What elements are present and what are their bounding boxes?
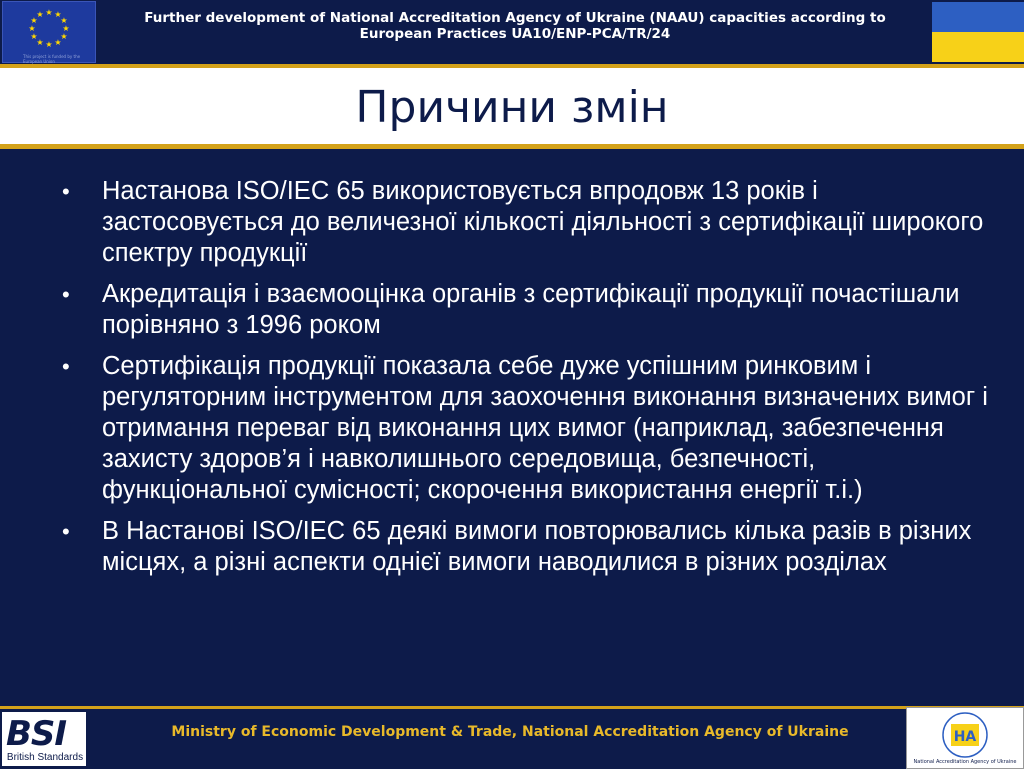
- svg-text:★: ★: [54, 38, 62, 47]
- svg-text:★: ★: [60, 16, 68, 25]
- naau-logo: [906, 707, 1024, 769]
- bullet-list: [60, 176, 995, 588]
- eu-flag-logo: [2, 1, 96, 63]
- svg-text:★: ★: [30, 16, 38, 25]
- bullet-item-2: [60, 279, 995, 341]
- project-title: [110, 10, 920, 42]
- svg-text:★: ★: [36, 10, 44, 19]
- bsi-logo: [2, 712, 86, 766]
- bullet-item-4: [60, 516, 995, 578]
- title-divider: [0, 144, 1024, 149]
- ukraine-flag-yellow-stripe: [932, 32, 1024, 62]
- header-bar: [0, 0, 1024, 66]
- svg-text:★: ★: [45, 40, 53, 49]
- bullet-dot-icon: •: [62, 354, 70, 379]
- bullet-text: Акредитація і взаємооцінка органів з сертифікації продукції почастішали порівняно з 1996 роком: [102, 280, 960, 339]
- project-title-line2: European Practices UA10/ENP-PCA/TR/24: [359, 26, 671, 42]
- bullet-dot-icon: •: [62, 519, 70, 544]
- project-title-line1: Further development of National Accreditation Agency of Ukraine (NAAU) capacities according to: [144, 10, 886, 26]
- bullet-item-3: [60, 351, 995, 506]
- svg-text:★: ★: [45, 8, 53, 17]
- bullet-dot-icon: •: [62, 179, 70, 204]
- naau-monogram: НА: [953, 729, 977, 745]
- eu-flag-caption: This project is funded by the European Union: [23, 54, 81, 64]
- footer-organization-text: Ministry of Economic Development & Trade, National Accreditation Agency of Ukraine: [171, 724, 849, 740]
- bsi-label: British Standards: [6, 752, 84, 763]
- bullet-item-1: [60, 176, 995, 269]
- svg-text:★: ★: [54, 10, 62, 19]
- svg-text:★: ★: [60, 32, 68, 41]
- svg-text:★: ★: [62, 24, 70, 33]
- slide-title: Причини змін: [355, 82, 669, 133]
- bsi-mark: BSI: [6, 714, 67, 754]
- ukraine-flag-logo: [932, 2, 1024, 62]
- bullet-text: В Настанові ISO/IEC 65 деякі вимоги повторювались кілька разів в різних місцях, а різні аспекти однієї вимоги наводилися в різних розділах: [102, 517, 972, 576]
- svg-text:★: ★: [36, 38, 44, 47]
- svg-text:★: ★: [28, 24, 36, 33]
- bullet-dot-icon: •: [62, 282, 70, 307]
- naau-caption: National Accreditation Agency of Ukraine: [913, 759, 1017, 765]
- ukraine-flag-blue-stripe: [932, 2, 1024, 32]
- svg-text:★: ★: [30, 32, 38, 41]
- bullet-text: Сертифікація продукції показала себе дуже успішним ринковим і регуляторним інструментом для заохочення виконання визначених вимог і отримання переваг від виконання цих вимог (наприклад, забезпечення захисту здоров’я і навколишнього середовища, безпечності, функціональної сумісності; скорочення використання енергії т.і.): [102, 352, 988, 504]
- bullet-text: Настанова ISO/IEC 65 використовується впродовж 13 років і застосовується до величезної кількості діяльності з сертифікації широкого спектру продукції: [102, 177, 984, 267]
